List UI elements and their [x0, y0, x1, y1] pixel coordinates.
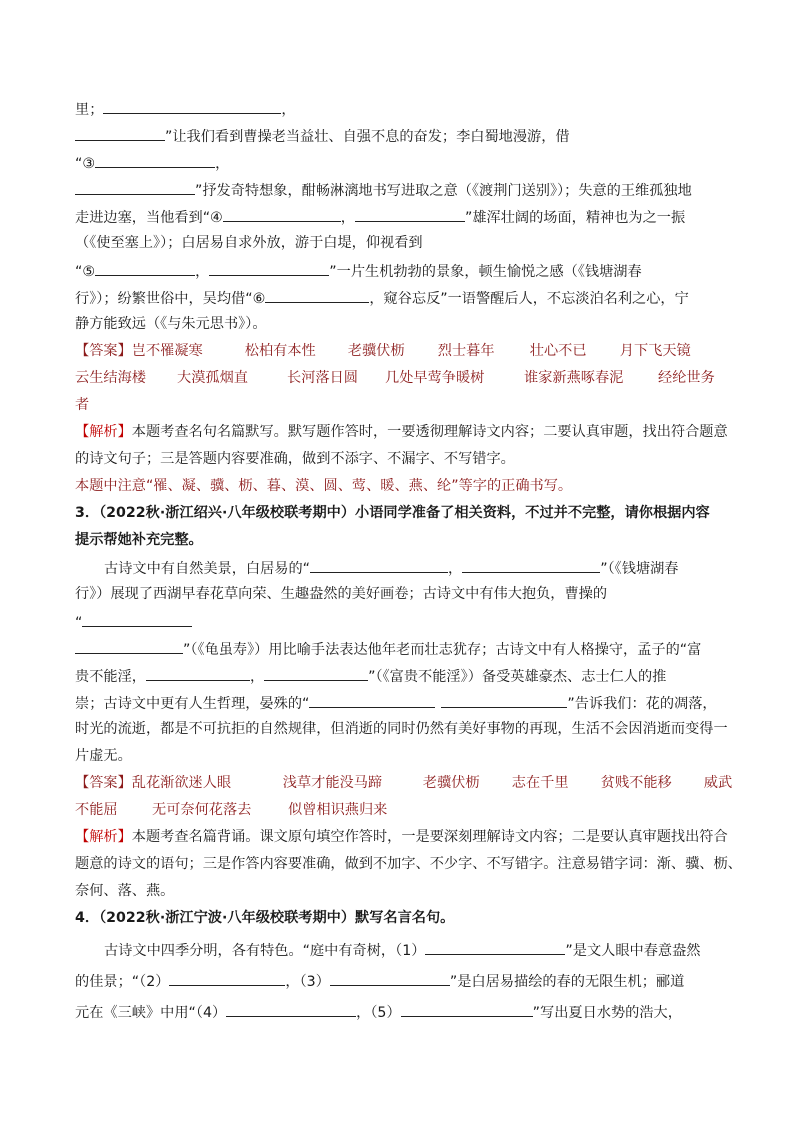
fill-blank[interactable]	[75, 125, 165, 141]
text: （《使至塞上》）；白居易自求外放，游于白堤，仰视看到	[75, 235, 423, 251]
text: 崇；古诗文中更有人生哲理，晏殊的“	[75, 696, 310, 712]
answer-item: 似曾相识燕归来	[288, 802, 388, 818]
text: 本题考查名句名篇默写。默写题作答时，一要透彻理解诗文内容；二要认真审题，找出符合题意	[131, 424, 728, 440]
answer-tag: 【答案】	[75, 343, 132, 359]
text-line	[75, 98, 296, 120]
fill-blank[interactable]	[310, 557, 448, 573]
answer-item: 乱花渐欲迷人眼	[131, 775, 232, 791]
answer-item: 老骥伏枥	[347, 343, 405, 359]
text: ，	[249, 669, 265, 685]
fill-blank[interactable]	[264, 665, 368, 681]
fill-blank[interactable]	[330, 970, 450, 986]
text: 行》）；纷繁世俗中，吴均借“⑥	[75, 291, 266, 307]
text: ”雄浑壮阔的场面，精神也为之一振	[464, 210, 686, 226]
answer-item: 壮心不已	[529, 343, 587, 359]
answer-line	[75, 800, 387, 820]
answer-item: 谁家新燕啄春泥	[524, 370, 624, 386]
fill-blank[interactable]	[75, 179, 195, 195]
text: 贵不能淫，	[75, 669, 146, 685]
answer-item: 长河落日圆	[287, 370, 358, 386]
answer-item: 无可奈何花落去	[152, 802, 252, 818]
answer-item: 松柏有本性	[244, 343, 316, 359]
fill-blank[interactable]	[309, 692, 435, 708]
fill-blank[interactable]	[226, 1001, 356, 1017]
fill-blank[interactable]	[95, 152, 215, 168]
fill-blank[interactable]	[146, 665, 250, 681]
text: ”（《富贵不能淫》）备受英雄豪杰、志士仁人的推	[368, 669, 667, 685]
text-line	[75, 260, 642, 282]
text-line	[75, 314, 267, 334]
text: ，	[281, 102, 296, 118]
text-line	[75, 233, 423, 253]
fill-blank[interactable]	[223, 206, 341, 222]
answer-item: 月下飞天镜	[619, 343, 691, 359]
fill-blank[interactable]	[95, 260, 195, 276]
answer-item: 老骥伏枥	[422, 775, 480, 791]
text: 片虚无。	[75, 748, 132, 764]
text: ”是白居易描绘的春的无限生机；郦道	[449, 974, 685, 990]
answer-line	[75, 773, 732, 793]
text: ”（《龟虽寿》）用比喻手法表达他年老而壮志犹存；古诗文中有人格操守，孟子的“富	[183, 642, 702, 658]
answer-item: 烈士暮年	[437, 343, 495, 359]
fill-blank[interactable]	[425, 939, 565, 955]
text-line	[104, 557, 678, 579]
answer-line	[75, 341, 691, 361]
answer-item: 志在千里	[511, 775, 569, 791]
question-heading	[75, 530, 203, 550]
text: 里；	[75, 102, 104, 118]
text-line	[75, 179, 692, 201]
text: 本题考查名篇背诵。课文原句填空作答时，一是要深刻理解诗文内容；二是要认真审题找出符合	[131, 829, 728, 845]
fill-blank[interactable]	[401, 1001, 533, 1017]
text: 时光的流逝，都是不可抗拒的自然规律，但消逝的同时仍然有美好事物的再现，生活不会因消逝而变得一	[75, 721, 728, 737]
text: ，	[340, 210, 355, 226]
answer-item: 者	[75, 397, 90, 413]
answer-line	[75, 368, 715, 388]
explanation-tag: 【解析】	[75, 829, 132, 845]
text: ，窥谷忘反”一语警醒后人，不忘淡泊名利之心，宁	[369, 291, 689, 307]
text: ”让我们看到曹操老当益壮、自强不息的奋发；李白蜀地漫游，借	[165, 129, 570, 145]
answer-item: 大漠孤烟直	[177, 370, 248, 386]
text: “	[75, 615, 83, 631]
text: “③	[75, 156, 96, 172]
fill-blank[interactable]	[169, 970, 285, 986]
fill-blank[interactable]	[82, 611, 192, 627]
answer-line	[75, 395, 89, 415]
text: ，	[215, 156, 230, 172]
text-line	[75, 206, 685, 228]
explanation-note	[75, 476, 572, 496]
text: ，（5）	[356, 1005, 401, 1021]
text: ，（3）	[285, 974, 330, 990]
text-line	[75, 719, 728, 739]
text: 元在《三峡》中用“（4）	[75, 1005, 227, 1021]
text: “⑤	[75, 264, 96, 280]
text-line	[75, 638, 701, 660]
fill-blank[interactable]	[355, 206, 465, 222]
text: 本题中注意“罹、凝、骥、枥、暮、漠、圆、莺、暖、燕、纶”等字的正确书写。	[75, 478, 573, 494]
text: ”一片生机勃勃的景象，顿生愉悦之感（《钱塘湖春	[329, 264, 642, 280]
fill-blank[interactable]	[75, 638, 183, 654]
text: 题意的诗文的语句；三是作答内容要准确，做到不加字、不少字、不写错字。注意易错字词：渐、骥、枥、	[75, 856, 742, 872]
answer-item: 云生结海楼	[75, 370, 146, 386]
fill-blank[interactable]	[462, 557, 600, 573]
answer-item: 不能屈	[75, 802, 118, 818]
text: ”是文人眼中春意盎然	[565, 943, 701, 959]
answer-item: 浅草才能没马蹄	[282, 775, 383, 791]
explanation-tag: 【解析】	[75, 424, 132, 440]
text: 的佳景；“（2）	[75, 974, 170, 990]
explanation-line	[75, 854, 742, 874]
text-line	[75, 287, 689, 309]
text: ”抒发奇特想象，酣畅淋漓地书写进取之意（《渡荆门送别》）；失意的王维孤独地	[195, 183, 692, 199]
text: 走进边塞，当他看到“④	[75, 210, 223, 226]
text: 的诗文句子；三是答题内容要准确，做到不添字、不漏字、不写错字。	[75, 451, 515, 467]
explanation-line	[75, 881, 174, 901]
explanation-line	[75, 827, 728, 847]
answer-item: 几处早莺争暖树	[385, 370, 485, 386]
text-line	[104, 939, 700, 961]
question-heading	[75, 908, 454, 928]
text-line	[75, 584, 607, 604]
fill-blank[interactable]	[209, 260, 329, 276]
text: ”写出夏日水势的浩大，	[532, 1005, 682, 1021]
text-line	[75, 692, 717, 714]
text: ，	[447, 561, 463, 577]
answer-item: 贫贱不能移	[600, 775, 672, 791]
fill-blank[interactable]	[103, 98, 281, 114]
answer-tag: 【答案】	[75, 775, 132, 791]
text: 古诗文中四季分明，各有特色。“庭中有奇树，（1）	[104, 943, 426, 959]
text-line	[75, 1001, 682, 1023]
text-line	[75, 152, 229, 174]
text: 古诗文中有自然美景，白居易的“	[104, 561, 310, 577]
text: 行》）展现了西湖早春花草向荣、生趣盎然的美好画卷；古诗文中有伟大抱负，曹操的	[75, 586, 608, 602]
explanation-line	[75, 449, 515, 469]
text: 3．（2022秋·浙江绍兴·八年级校联考期中）小语同学准备了相关资料，不过并不完整，请你根据内容	[75, 505, 710, 521]
text: 静方能致远（《与朱元思书》）。	[75, 316, 267, 332]
text: ”（《钱塘湖春	[600, 561, 679, 577]
text: ，	[195, 264, 210, 280]
text-line	[75, 665, 666, 687]
text: 奈何、落、燕。	[75, 883, 175, 899]
fill-blank[interactable]	[265, 287, 369, 303]
answer-item: 威武	[703, 775, 733, 791]
text: ”告诉我们：花的凋落，	[567, 696, 717, 712]
text: 4．（2022秋·浙江宁波·八年级校联考期中）默写名言名句。	[75, 910, 455, 926]
text-line	[75, 970, 684, 992]
text-line	[75, 611, 192, 633]
answer-item: 岂不罹凝寒	[131, 343, 203, 359]
text-line	[75, 746, 132, 766]
fill-blank[interactable]	[441, 692, 567, 708]
text-line	[75, 125, 570, 147]
answer-item: 经纶世务	[658, 370, 715, 386]
explanation-line	[75, 422, 728, 442]
text: 提示帮她补充完整。	[75, 532, 203, 548]
question-heading	[75, 503, 710, 523]
